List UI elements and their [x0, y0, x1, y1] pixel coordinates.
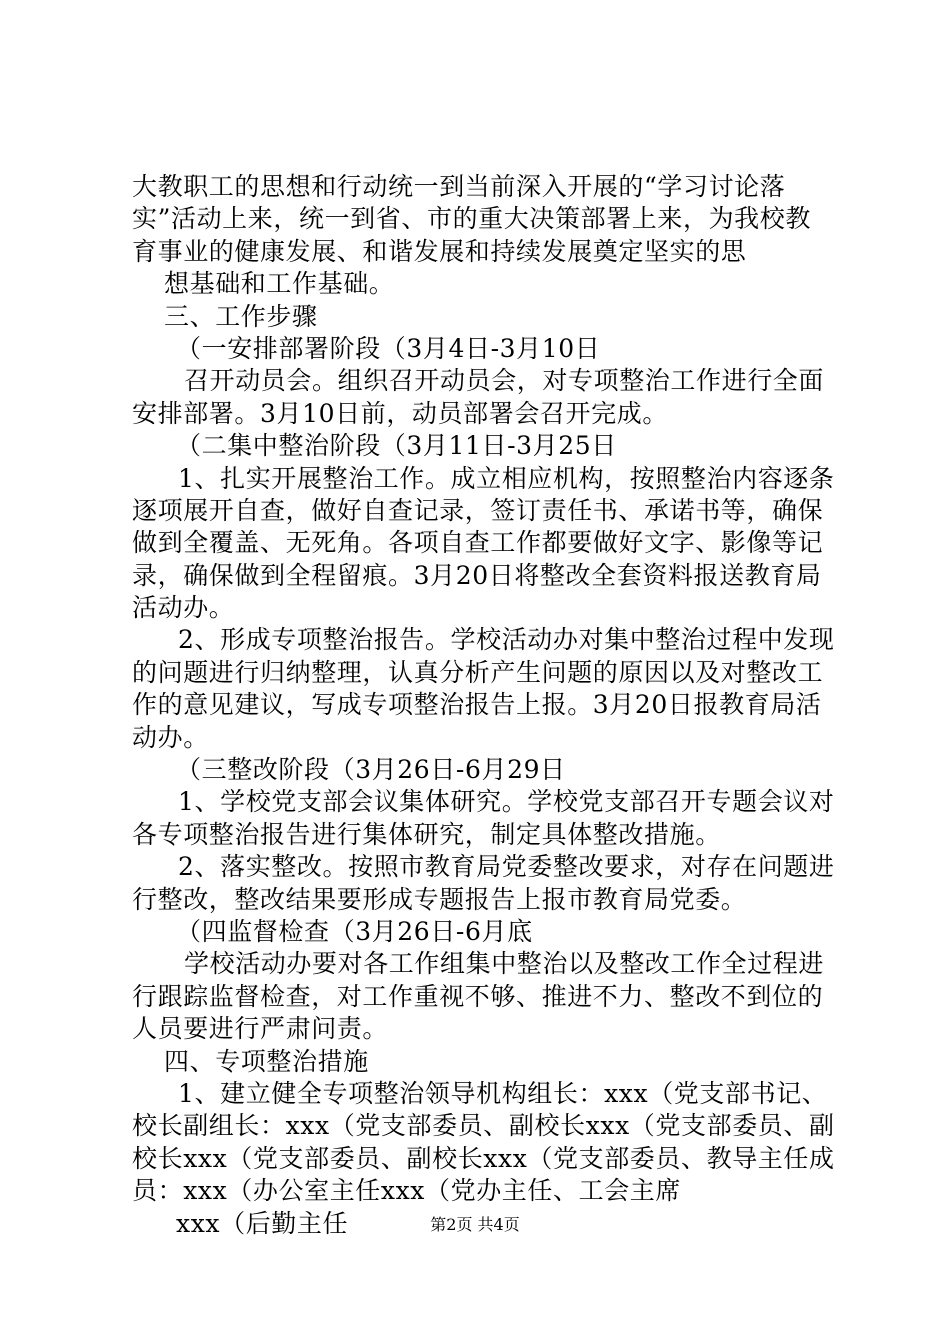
text-line: （四监督检查（3月26日-6月底 — [176, 916, 533, 946]
text-line: 学校活动办要对各工作组集中整治以及整改工作全过程进 — [184, 949, 825, 979]
text-line: 行整改，整改结果要形成专题报告上报市教育局党委。 — [132, 884, 747, 914]
text-line: 四、专项整治措施 — [164, 1046, 369, 1076]
text-line: 安排部署。3月10日前，动员部署会召开完成。 — [132, 398, 668, 428]
text-line: 录，确保做到全程留痕。3月20日将整改全套资料报送教育局 — [132, 560, 822, 590]
text-line: 逐项展开自查，做好自查记录，签订责任书、承诺书等，确保 — [132, 495, 824, 525]
text-line: 1、建立健全专项整治领导机构组长：xxx（党支部书记、 — [178, 1078, 828, 1108]
text-line: 三、工作步骤 — [164, 301, 318, 331]
text-line: 召开动员会。组织召开动员会，对专项整治工作进行全面 — [184, 366, 825, 396]
document-body — [132, 171, 835, 1240]
text-line: 校长副组长：xxx（党支部委员、副校长xxx（党支部委员、副 — [132, 1111, 835, 1141]
text-line: （三整改阶段（3月26日-6月29日 — [176, 755, 566, 785]
text-line: 员：xxx（办公室主任xxx（党办主任、工会主席 — [132, 1176, 681, 1206]
text-line: 的问题进行归纳整理，认真分析产生问题的原因以及对整改工 — [132, 657, 824, 687]
text-line: 动办。 — [132, 722, 209, 752]
text-line: 各专项整治报告进行集体研究，制定具体整改措施。 — [132, 819, 721, 849]
text-line: 育事业的健康发展、和谐发展和持续发展奠定坚实的思 — [132, 236, 747, 266]
text-line: 作的意见建议，写成专项整治报告上报。3月20日报教育局活 — [132, 690, 822, 720]
text-line: 2、形成专项整治报告。学校活动办对集中整治过程中发现 — [178, 625, 835, 655]
text-line: 活动办。 — [132, 593, 235, 623]
text-line: （二集中整治阶段（3月11日-3月25日 — [176, 431, 617, 461]
text-line: 行跟踪监督检查，对工作重视不够、推进不力、整改不到位的 — [132, 981, 824, 1011]
text-line: xxx（后勤主任 — [176, 1208, 349, 1238]
text-line: 1、学校党支部会议集体研究。学校党支部召开专题会议对 — [178, 787, 835, 817]
page-footer: 第2页 共4页 — [430, 1215, 520, 1234]
text-line: 1、扎实开展整治工作。成立相应机构，按照整治内容逐条 — [178, 463, 835, 493]
text-line: 想基础和工作基础。 — [164, 269, 395, 299]
text-line: 实”活动上来，统一到省、市的重大决策部署上来，为我校教 — [132, 204, 811, 234]
text-line: 2、落实整改。按照市教育局党委整改要求，对存在问题进 — [178, 852, 835, 882]
text-line: 大教职工的思想和行动统一到当前深入开展的“学习讨论落 — [132, 172, 786, 201]
text-line: 校长xxx（党支部委员、副校长xxx（党支部委员、教导主任成 — [132, 1143, 835, 1173]
text-line: （一安排部署阶段（3月4日-3月10日 — [176, 333, 601, 363]
text-line: 做到全覆盖、无死角。各项自查工作都要做好文字、影像等记 — [132, 528, 824, 558]
text-line: 人员要进行严肃问责。 — [132, 1014, 389, 1044]
